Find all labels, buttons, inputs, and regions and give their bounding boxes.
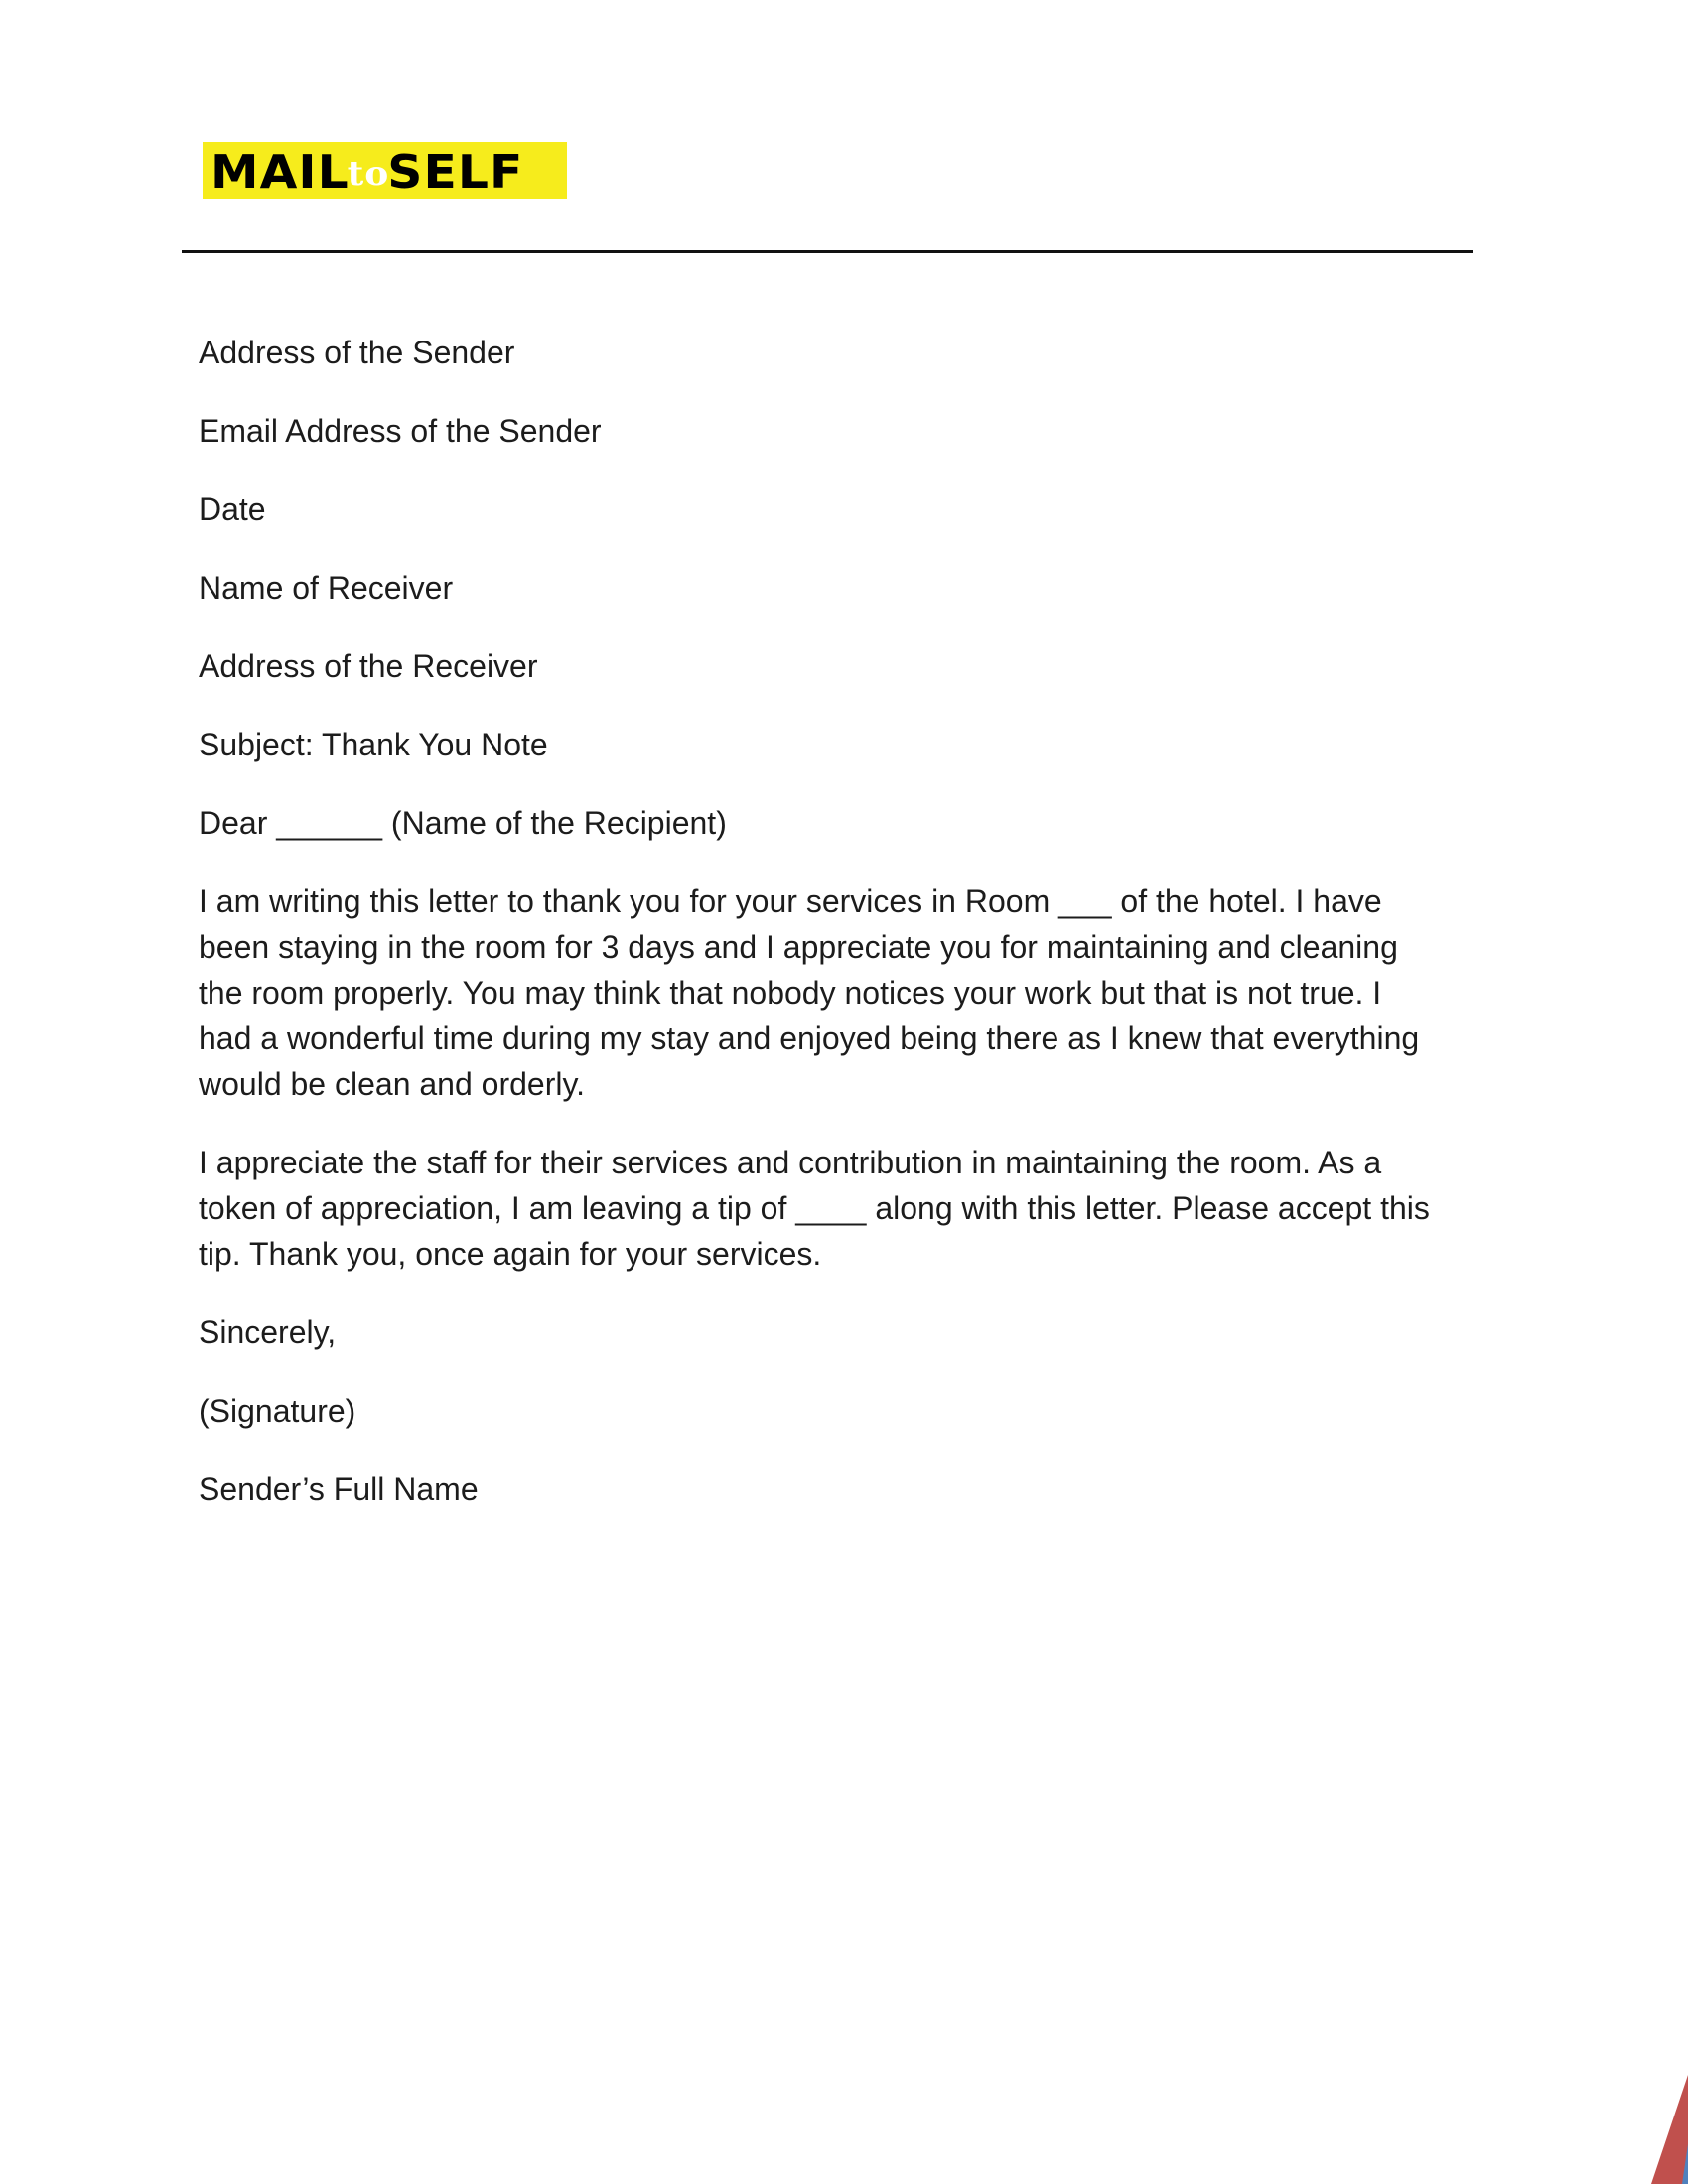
paragraph-line: I appreciate the staff for their services and contribution in maintaining the room. As a [199, 1145, 1382, 1180]
signature-placeholder: (Signature) [199, 1393, 356, 1429]
logo-text [211, 146, 523, 199]
paragraph-line: tip. Thank you, once again for your services. [199, 1236, 822, 1272]
receiver-address: Address of the Receiver [199, 648, 538, 684]
receiver-name: Name of Receiver [199, 570, 454, 606]
paragraph-1 [199, 879, 1489, 1107]
sender-email: Email Address of the Sender [199, 413, 602, 449]
sender-address: Address of the Sender [199, 335, 515, 370]
header-divider [182, 250, 1473, 253]
letter-body [199, 330, 1489, 1545]
mail-to-self-logo [203, 142, 567, 199]
salutation: Dear ______ (Name of the Recipient) [199, 805, 727, 841]
logo-text-mail: MAIL [211, 145, 350, 199]
logo-text-self: SELF [387, 145, 524, 199]
paragraph-line: had a wonderful time during my stay and enjoyed being there as I knew that everything [199, 1021, 1420, 1056]
sender-full-name: Sender’s Full Name [199, 1471, 479, 1507]
closing: Sincerely, [199, 1314, 337, 1350]
logo-text-to: to [347, 154, 390, 194]
corner-decoration [1628, 2055, 1688, 2184]
paragraph-line: been staying in the room for 3 days and I appreciate you for maintaining and cleaning [199, 929, 1398, 965]
paragraph-line: token of appreciation, I am leaving a tip of ____ along with this letter. Please accept this [199, 1190, 1430, 1226]
paragraph-line: the room properly. You may think that nobody notices your work but that is not true. I [199, 975, 1382, 1011]
date: Date [199, 491, 266, 527]
subject-line: Subject: Thank You Note [199, 727, 548, 762]
paragraph-2 [199, 1140, 1489, 1277]
corner-red-wedge [1651, 2075, 1688, 2184]
paragraph-line: would be clean and orderly. [199, 1066, 585, 1102]
paragraph-line: I am writing this letter to thank you for your services in Room ___ of the hotel. I have [199, 884, 1382, 919]
